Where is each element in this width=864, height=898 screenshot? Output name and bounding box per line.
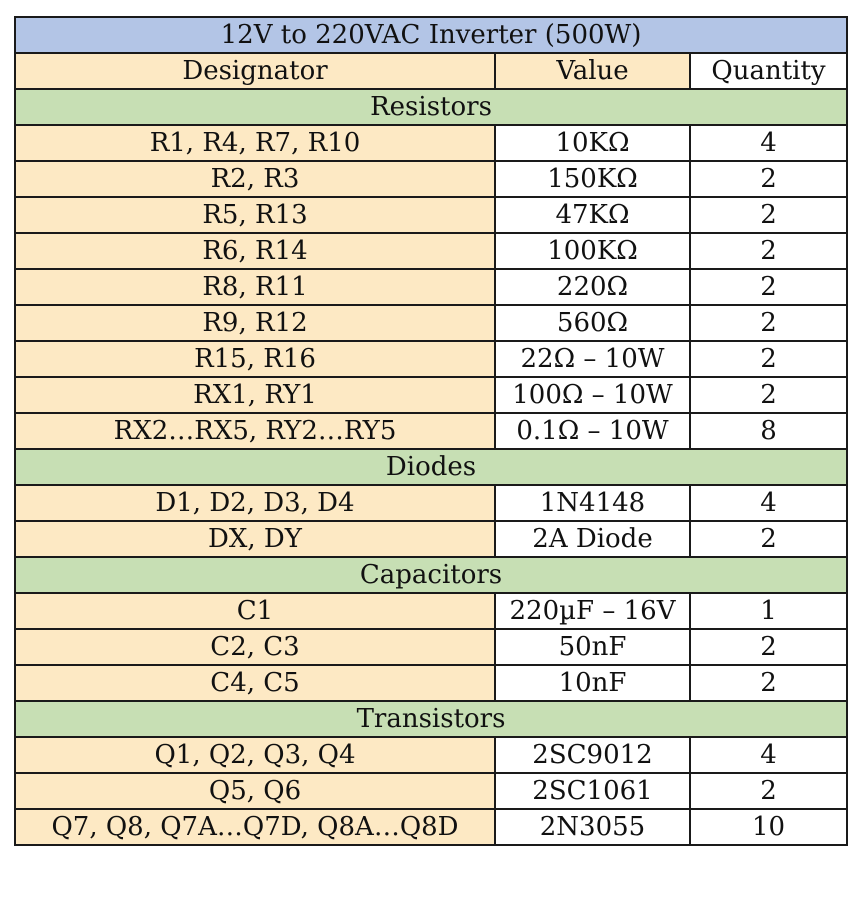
quantity-cell: 2 bbox=[690, 161, 847, 197]
quantity-cell: 8 bbox=[690, 413, 847, 449]
designator-header: Designator bbox=[15, 53, 495, 89]
designator-cell: R15, R16 bbox=[15, 341, 495, 377]
value-cell: 10KΩ bbox=[495, 125, 690, 161]
quantity-cell: 2 bbox=[690, 665, 847, 701]
bom-table-body bbox=[15, 17, 847, 845]
table-row bbox=[15, 161, 847, 197]
section-row-diodes bbox=[15, 449, 847, 485]
quantity-cell: 4 bbox=[690, 485, 847, 521]
quantity-cell: 2 bbox=[690, 377, 847, 413]
value-cell: 2SC1061 bbox=[495, 773, 690, 809]
value-cell: 100KΩ bbox=[495, 233, 690, 269]
table-row bbox=[15, 665, 847, 701]
table-row bbox=[15, 305, 847, 341]
quantity-cell: 1 bbox=[690, 593, 847, 629]
quantity-cell: 2 bbox=[690, 269, 847, 305]
header-row bbox=[15, 53, 847, 89]
value-cell: 150KΩ bbox=[495, 161, 690, 197]
table-row bbox=[15, 377, 847, 413]
table-row bbox=[15, 521, 847, 557]
quantity-cell: 2 bbox=[690, 629, 847, 665]
designator-cell: C1 bbox=[15, 593, 495, 629]
table-row bbox=[15, 773, 847, 809]
designator-cell: R1, R4, R7, R10 bbox=[15, 125, 495, 161]
section-row-transistors bbox=[15, 701, 847, 737]
designator-cell: Q1, Q2, Q3, Q4 bbox=[15, 737, 495, 773]
designator-cell: Q7, Q8, Q7A…Q7D, Q8A…Q8D bbox=[15, 809, 495, 845]
value-cell: 220Ω bbox=[495, 269, 690, 305]
value-cell: 2A Diode bbox=[495, 521, 690, 557]
table-row bbox=[15, 737, 847, 773]
quantity-cell: 4 bbox=[690, 125, 847, 161]
designator-cell: R9, R12 bbox=[15, 305, 495, 341]
designator-cell: R6, R14 bbox=[15, 233, 495, 269]
section-row-resistors bbox=[15, 89, 847, 125]
bill-of-materials-table bbox=[14, 16, 848, 846]
table-row bbox=[15, 125, 847, 161]
quantity-cell: 2 bbox=[690, 305, 847, 341]
designator-cell: RX2…RX5, RY2…RY5 bbox=[15, 413, 495, 449]
designator-cell: DX, DY bbox=[15, 521, 495, 557]
value-cell: 2SC9012 bbox=[495, 737, 690, 773]
value-cell: 560Ω bbox=[495, 305, 690, 341]
value-cell: 100Ω – 10W bbox=[495, 377, 690, 413]
designator-cell: Q5, Q6 bbox=[15, 773, 495, 809]
quantity-cell: 2 bbox=[690, 773, 847, 809]
designator-cell: R2, R3 bbox=[15, 161, 495, 197]
designator-cell: RX1, RY1 bbox=[15, 377, 495, 413]
value-cell: 10nF bbox=[495, 665, 690, 701]
value-cell: 2N3055 bbox=[495, 809, 690, 845]
table-title: 12V to 220VAC Inverter (500W) bbox=[15, 17, 847, 53]
table-row bbox=[15, 341, 847, 377]
table-row bbox=[15, 629, 847, 665]
designator-cell: C4, C5 bbox=[15, 665, 495, 701]
table-row bbox=[15, 269, 847, 305]
designator-cell: D1, D2, D3, D4 bbox=[15, 485, 495, 521]
table-row bbox=[15, 593, 847, 629]
quantity-cell: 4 bbox=[690, 737, 847, 773]
title-row bbox=[15, 17, 847, 53]
quantity-cell: 2 bbox=[690, 521, 847, 557]
quantity-cell: 2 bbox=[690, 233, 847, 269]
table-row bbox=[15, 809, 847, 845]
table-row bbox=[15, 197, 847, 233]
designator-cell: R5, R13 bbox=[15, 197, 495, 233]
value-cell: 220µF – 16V bbox=[495, 593, 690, 629]
designator-cell: R8, R11 bbox=[15, 269, 495, 305]
value-cell: 47KΩ bbox=[495, 197, 690, 233]
quantity-cell: 2 bbox=[690, 341, 847, 377]
section-row-capacitors bbox=[15, 557, 847, 593]
table-row bbox=[15, 413, 847, 449]
value-cell: 0.1Ω – 10W bbox=[495, 413, 690, 449]
value-cell: 50nF bbox=[495, 629, 690, 665]
section-title: Capacitors bbox=[15, 557, 847, 593]
table-row bbox=[15, 485, 847, 521]
section-title: Diodes bbox=[15, 449, 847, 485]
table-row bbox=[15, 233, 847, 269]
designator-cell: C2, C3 bbox=[15, 629, 495, 665]
value-header: Value bbox=[495, 53, 690, 89]
quantity-header: Quantity bbox=[690, 53, 847, 89]
quantity-cell: 2 bbox=[690, 197, 847, 233]
value-cell: 22Ω – 10W bbox=[495, 341, 690, 377]
section-title: Transistors bbox=[15, 701, 847, 737]
quantity-cell: 10 bbox=[690, 809, 847, 845]
section-title: Resistors bbox=[15, 89, 847, 125]
value-cell: 1N4148 bbox=[495, 485, 690, 521]
